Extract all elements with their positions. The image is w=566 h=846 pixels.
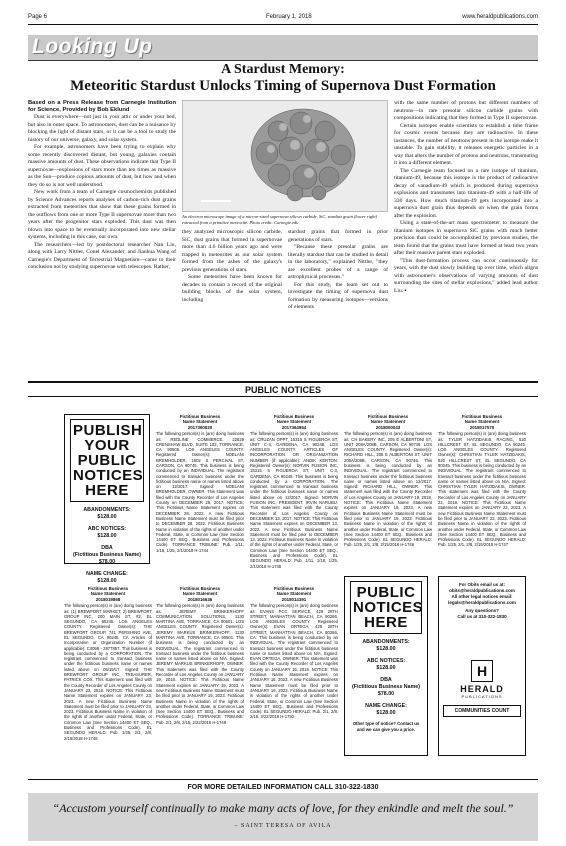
notice-heading: Name Statement <box>464 419 500 425</box>
phone-label: Call us at 310-322-1830 <box>457 614 507 619</box>
notice-heading: Name Statement <box>276 591 312 597</box>
footer-rule <box>28 779 538 780</box>
legal-notice <box>156 586 244 766</box>
paragraph: stardust grains that formed in prior generations of stars. <box>288 229 388 243</box>
notice-heading: Fictitious Business <box>461 414 503 419</box>
notice-heading: Name Statement <box>370 419 406 425</box>
quote-text: “Accustom yourself continually to make many acts of love, for they enkindle and melt the soul.” <box>52 801 514 815</box>
ad-label: ABC NOTICES: <box>87 526 127 532</box>
ad-label: NAME CHANGE: <box>86 571 128 577</box>
paragraph: "This dust-formation process can occur continuously for years, with the dust slowly building up over time, which aligns with astronomer's observations of varying amounts of dust surrounding the sites of stellar explosions," added lead author Liu. ▪ <box>394 257 538 294</box>
ad-price: $128.00 <box>97 533 117 539</box>
notice-body: The following person(s) is (are) doing business as: CH BAKERY INC, 205 E ALBERTONI ST, UNIT 208A/208B, CARSON, CA 90746. LOS ANGELES COUNTY. Registered Owner(s): RICHARD HILL, 205 E ALBERTONI ST, UNIT 208A/208B, CARSON, CA 90746. This business is being conducted by an INDIVIDUAL. The registrant commenced to transact business under the fictitious business name or names listed above on 12/2017. Signed: RICHARD HILL, OWNER. This statement was filed with the County Recorder of Los Angeles County on JANUARY 19, 2018. NOTICE: This Fictitious Name Statement expires on JANUARY 19, 2023. A new Fictitious Business Name Statement must be filed prior to JANUARY 19, 2023. Fictitious Business Name in violation of the rights of another under Federal, State, or Common Law (See Section 14400 ET SEQ., Business and Professions Code). EL SEGUNDO HERALD: Pub. 1/25, 2/1, 2/8, 2/15/2018 H-1746 <box>344 431 432 548</box>
ad-headline: PUBLISH YOUR PUBLIC NOTICES HERE <box>70 419 144 502</box>
publish-notices-ad <box>64 414 150 584</box>
notice-number: 2018000043 <box>375 424 401 430</box>
paragraph: Certain isotopes enable scientists to establish a time frame for cosmic events because they are radioactive. In these instances, the number of neutrons present in the isotope make it unstable. To gain stability, it releases energetic particles in a way that alters the number of protons and neutrons, transmuting it into a different element. <box>394 122 538 166</box>
notice-heading: Fictitious Business <box>273 586 315 591</box>
notice-number: 2018016636 <box>187 596 213 602</box>
obits-email-link[interactable]: obits@heraldpublications.com <box>449 588 515 593</box>
notice-body: The following person(s) is (are) doing business as: JEREMY BRINKERHOFF COMMUNICATION SOLUTIONS, 1130 MARTINA AVE, TORRANCE, CA 90501. LOS ANGELES COUNTY. Registered Owner(s): JEREMY MARKUS BRINKERHOFF, 1130 MARTINA AVE, TORRANCE, CA 90501. This business is being conducted by an INDIVIDUAL. The registrant commenced to transact business under the fictitious business name or names listed above on N/A. Signed: JEREMY MARKUS BRINKERHOFF, OWNER. This statement was filed with the County Recorder of Los Angeles County on JANUARY 19, 2018. NOTICE: This Fictitious Name Statement expires on JANUARY 19, 2023. A new Fictitious Business Name Statement must be filed prior to JANUARY 19, 2023. Fictitious Business Name in violation of the rights of another under Federal, State, or Common Law (See Section 14400 ET SEQ., Business and Professions Code). TORRANCE TRIBUNE: Pub. 2/1, 2/8, 2/15, 2/22/2018 H-1749 <box>156 603 244 725</box>
notice-heading: Fictitious Business <box>179 414 221 419</box>
legal-notice <box>156 414 244 576</box>
legal-notice <box>250 586 338 766</box>
issue-date: February 1, 2018 <box>266 14 312 20</box>
photo-caption: An electron microscope image of a micron-sized supernova silicon carbide, SiC, stardust grain (lower right) extracted from a primitive meteorite. Photo credit: Carnegie.edu <box>182 214 378 225</box>
notice-body: The following person(s) is (are) doing business as: CRUZAN OPPT, 15315 S FIGUEROA ST, UNIT C-3, GARDENA, CA 90248. LOS ANGELES COUNTY. ARTICLES OF INCORPORATION OR ORGANIZATION NUMBER (if applicable): ANDIK KERTON. Registered Owner(s): NORVIN FUSION INC, 15315 S FIGUEROA ST, UNIT C-3, GARDENA, CA 90248. This business is being conducted by a CORPORATION. The registrant commenced to transact business under the fictitious business name or names listed above on 12/2017. Signed: NORVIN FUSION INC, PRESIDENT, IRVIN NARUBU. This statement was filed with the County Recorder of Los Angeles County on DECEMBER 13, 2017. NOTICE: This Fictitious Name Statement expires on DECEMBER 13, 2022. A new Fictitious Business Name Statement must be filed prior to DECEMBER 13, 2022. Fictitious Business Name in violation of the rights of another under Federal, State, or Common Law (See Section 14400 ET SEQ., Business and Professions Code). EL SEGUNDO HERALD: Pub. 1/11, 1/18, 1/25, 2/1/2018 H-1745 <box>250 431 338 569</box>
notice-heading: Fictitious Business <box>179 586 221 591</box>
legal-notice <box>250 414 338 576</box>
paragraph: they analyzed microscopic silicon carbide, SiC, dust grains that formed in supernovae more than 4.6 billion years ago and were trapped in meteorites as our solar system formed from the ashes of the galaxy's previous generations of stars. <box>182 229 282 273</box>
paragraph: "Because these presolar grains are literally stardust that can be studied in detail in the laboratory," explained Nittler, "they are excellent probes of a range of astrophysical processes." <box>288 244 388 280</box>
ad-label: (Fictitious Business Name) <box>73 552 141 558</box>
notice-number: 2018014391 <box>281 596 307 602</box>
paragraph: The researchers—led by postdoctoral researcher Nan Liu, along with Larry Nittler, Conel Alexander, and Jianhua Wang of Carnegie's Department of Terrestrial Magnetism—came to their conclusion not by studying supernovae with telescopes. Rather, <box>28 241 176 270</box>
legal-notice <box>438 414 526 576</box>
ad-price: $78.00 <box>377 691 395 697</box>
notice-body: The following person(s) is (are) doing business as: EVANS PCC SERVICE, 429 28TH STREET, MANHATTAN BEACH, CA 90266. LOS ANGELES COUNTY. Registered Owner(s): EVAN ORTEGA, 429 28TH STREET, MANHATTAN BEACH, CA 90266, CA. This business is being conducted by an INDIVIDUAL. The registrant commenced to transact business under the fictitious business name or names listed above on N/A. Signed: EVAN ORTEGA, OWNER. This statement was filed with the County Recorder of Los Angeles County on JANUARY 16, 2018. NOTICE: This Fictitious Name Statement expires on JANUARY 16, 2023. A new Fictitious Business Name Statement must be filed prior to JANUARY 16, 2023. Fictitious Business Name in violation of the rights of another under Federal, State, or Common Law (See Section 14400 ET SEQ., Business and Professions Code). EL SEGUNDO HERALD: Pub. 2/1, 2/8, 2/15, 2/22/2018 H-1750 <box>250 603 338 720</box>
herald-contact-ad <box>438 576 526 756</box>
ad-label: DBA <box>101 545 113 551</box>
legal-notice <box>64 586 152 766</box>
ad-label: (Fictitious Business Name) <box>352 684 420 690</box>
section-title: Looking Up <box>32 35 153 58</box>
public-notices-ad <box>344 576 428 756</box>
paragraph: For example, astronomers have been trying to explain why some recently discovered distant, but young, galaxies contain massive amounts of dust. These observations indicate that Type II supernovae—explosions of stars more than ten times as massive as the Sun—produce copious amounts of dust, but how and when they do so is not well understood. <box>28 144 176 188</box>
paragraph: Some meteorites have been known for decades to contain a record of the original building blocks of the solar system, including <box>182 274 282 303</box>
public-notices-bar <box>28 381 538 397</box>
notice-number: 2018019868 <box>95 596 121 602</box>
notice-body: The following person(s) is (are) doing business as: TYLER HATZIDAKIS RACING, 520 HILLCREST ST, EL SEGUNDO, CA 90245. LOS ANGELES COUNTY. Registered Owner(s): CHRISTIAN TYLER HATZIDAKIS, 520 HILLCREST ST, EL SEGUNDO, CA 90245. This business is being conducted by an INDIVIDUAL. The registrant commenced to transact business under the fictitious business name or names listed above on N/A. Signed: CHRISTIAN TYLER HATZIDAKIS, OWNER. This statement was filed with the County Recorder of Los Angeles County on JANUARY 22, 2018. NOTICE: This Fictitious Name Statement expires on JANUARY 22, 2023. A new Fictitious Business Name Statement must be filed prior to JANUARY 22, 2023. Fictitious Business Name in violation of the rights of another under Federal, State, or Common Law (See Section 14400 ET SEQ., Business and Professions Code). EL SEGUNDO HERALD: Pub. 1/25, 2/1, 2/8, 2/15/2018 H-1747 <box>438 431 526 548</box>
subheadline: Meteoritic Stardust Unlocks Timing of Supernova Dust Formation <box>70 78 496 94</box>
notice-number: 2017364954 <box>281 424 307 430</box>
notice-heading: Name Statement <box>276 419 312 425</box>
headline: A Stardust Memory: <box>221 62 345 77</box>
notice-heading: Fictitious Business <box>367 414 409 419</box>
legals-email-link[interactable]: legals@heraldpublications.com <box>448 600 516 605</box>
public-notices-title: PUBLIC NOTICES <box>244 385 321 395</box>
stardust-grain-photo <box>182 100 388 212</box>
paragraph: Dust is everywhere—not just in your attic or under your bed, but also in outer space. To astronomers, dust can be a nuisance by blocking the light of distant stars, or it can be a tool to study the history of our universe, galaxy, and solar system. <box>28 114 176 143</box>
notice-heading: Name Statement <box>182 591 218 597</box>
notice-heading: Fictitious Business <box>87 586 129 591</box>
ad-price: $78.00 <box>98 559 116 565</box>
notice-heading: Fictitious Business <box>273 414 315 419</box>
site-url: www.heraldpublications.com <box>462 14 538 20</box>
paragraph: with the same number of protons but different numbers of neutrons—in rare presolar silicon carbide grains with compositions indicating that they formed in Type II supernovae. <box>394 100 538 121</box>
article-column-1 <box>28 100 176 366</box>
ad-label: ABANDONMENTS: <box>362 639 410 645</box>
ad-price: $128.00 <box>376 710 396 716</box>
grain-image <box>183 101 388 212</box>
page-number: Page 6 <box>28 14 48 20</box>
page-header <box>28 14 538 22</box>
paragraph: For this study, the team set out to investigate the timing of supernova dust formation by measuring isotopes—versions of elements <box>288 281 388 310</box>
ad-price: $128.00 <box>97 514 117 520</box>
ad-label: ABANDONMENTS: <box>83 507 131 513</box>
herald-subtitle: PUBLICATIONS <box>461 694 503 699</box>
legals-label: All other legal notices email: <box>451 594 513 599</box>
paragraph: New work from a team of Carnegie cosmochemists published by Science Advances reports analyses of carbon-rich dust grains extracted from meteorites that show that these grains formed in the outflows from one or more Type II supernovae more than two years after the progenitor stars exploded. This dust was then blown into space to be eventually incorporated into new stellar systems, including in this case, our own. <box>28 189 176 240</box>
ad-label: ABC NOTICES: <box>366 658 406 664</box>
article-column-2 <box>182 229 282 369</box>
paragraph: Using a state-of-the-art mass spectrometer to measure the titanium isotopes in supernova SiC grains with much better precision than could be accomplished by previous studies, the team found that the grains must have formed at least two years after their massive parent stars exploded. <box>394 220 538 256</box>
header-rule <box>28 24 538 25</box>
section-banner <box>28 35 538 61</box>
notice-heading: Name Statement <box>182 419 218 425</box>
ad-headline: PUBLIC NOTICES HERE <box>350 581 422 634</box>
herald-logo-icon: H <box>471 660 493 682</box>
byline: Based on a Press Release from Carnegie Institution for Science, Provided by Bob Eklund <box>28 100 176 113</box>
questions-label: Any questions? <box>465 608 499 613</box>
ad-label: NAME CHANGE: <box>365 703 407 709</box>
notice-body: The following person(s) is (are) doing business as: (1) BREWFORT MARKET, 2) BREWFORT GROUP INC, 200 MAIN ST, #2, EL SEGUNDO, CA 90245. LOS ANGELES COUNTY. Registered Owner(s): THE BREWFORT GROUP, 741 PERSHING AVE, EL SEGUNDO, CA 90245. CA Articles of Incorporation or Organization Number (if applicable): C4098 - 2977857. This business is being conducted by a CORPORATION. The registrant commenced to transact business under the fictitious business name or names listed above on 05/19/17. Signed: THE BREWFORT GROUP INC, TREASURER, PATRICK COX. This statement was filed with the County Recorder of Los Angeles County on JANUARY 23, 2018. NOTICE: This Fictitious Name Statement expires on JANUARY 23, 2023. A new Fictitious Business Name Statement must be filed prior to JANUARY 23, 2023. Fictitious Business Name in violation of the rights of another under Federal, State, or Common Law (See Section 14400 ET SEQ., Business and Professions Code). EL SEGUNDO HERALD: Pub. 1/25, 2/1, 2/8, 2/15/2018 H-1748 <box>64 603 152 741</box>
article-column-4 <box>394 100 538 370</box>
notice-heading: Name Statement <box>90 591 126 597</box>
article-column-3 <box>288 229 388 369</box>
ad-price: $128.00 <box>376 665 396 671</box>
herald-wordmark: HERALD <box>460 684 504 694</box>
notice-body: The following person(s) is (are) doing business as: REDLINE COMMERCE, 22829 CRENSHAW BLVD, SUITE 102, TORRANCE, CA 90505. LOS ANGELES COUNTY. Registered Owner(s): NOELANI BREMHOLDER, 1602 S PERCIVAL ST, CARSON, CA 90745. This business is being conducted by an INDIVIDUAL. The registrant commenced to transact business under the fictitious business name or names listed above on 12/2017. Signed: NOELANI BREMHOLDER, OWNER. This statement was filed with the County Recorder of Los Angeles County on DECEMBER 29, 2017. NOTICE: This Fictitious Name Statement expires on DECEMBER 28, 2022. A new Fictitious Business Name Statement must be filed prior to DECEMBER 28, 2022. Fictitious Business Name in violation of the rights of another under Federal, State, or Common Law (See Section 14400 ET SEQ., Business and Professions Code). TORRANCE TRIBUNE: Pub. 1/11, 1/18, 1/25, 2/1/2018 H-1744 <box>156 431 244 553</box>
ad-price: $128.00 <box>97 578 117 584</box>
herald-tagline: COMMUNITIES COUNT <box>443 705 521 717</box>
ad-price: $128.00 <box>376 646 396 652</box>
quote-attribution: – SAINT TERESA OF AVILA <box>234 823 332 829</box>
legal-notice <box>344 414 432 576</box>
paragraph: The Carnegie team focused on a rare isotope of titanium, titanium-49, because this isotope is the product of radioactive decay of vanadium-49 which is produced during supernova explosions and transmutes into titanium-49 with a half-life of 330 days. How much titanium-49 gets incorporated into a supernova dust grain thus depends on when the grain forms after the explosion. <box>394 167 538 219</box>
ad-note: Other type of notice? Contact us and we can give you a price. <box>352 721 420 732</box>
ad-label: DBA <box>380 677 392 683</box>
obits-label: For Obits email us at: <box>458 582 505 587</box>
quote-band <box>28 793 538 841</box>
notice-number: 2018017570 <box>469 424 495 430</box>
contact-line: FOR MORE DETAILED INFORMATION CALL 310-322-1830 <box>187 784 379 791</box>
notice-number: 2017360020 <box>187 424 213 430</box>
